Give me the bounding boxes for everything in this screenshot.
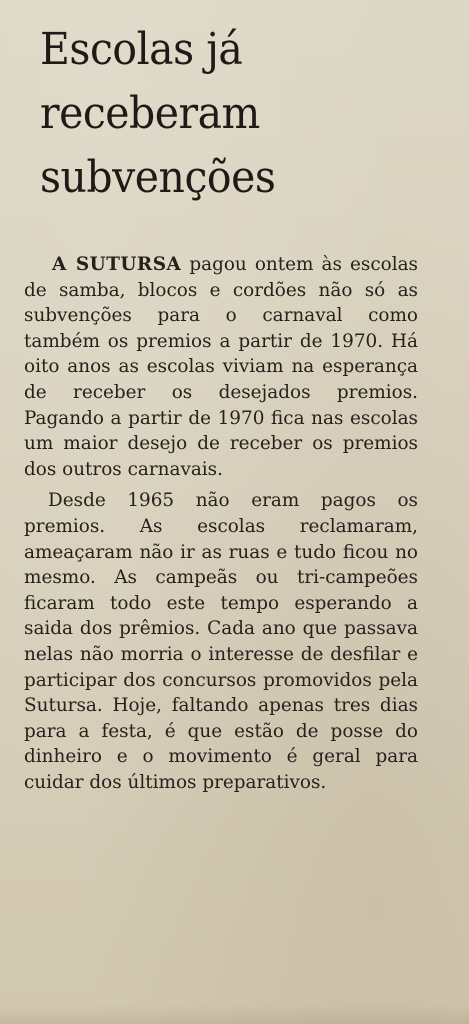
article-paragraph-2: Desde 1965 não eram pagos os premios. As escolas reclamaram, ameaçaram não ir as ruas e tudo ficou no mesmo. As campeãs ou tri-campeões ficaram todo este tempo esperando a saida dos prêmios. Cada ano que passava nelas não morria o interesse de desfilar e participar dos concursos promovidos pela Sutursa. Hoje, faltando apenas tres dias para a festa, é que estão de posse do dinheiro e o movimento é geral para cuidar dos últimos preparativos. <box>24 490 418 793</box>
article-lead-word: A SUTURSA <box>52 254 182 275</box>
article-paragraph-1-text: pagou ontem às escolas de samba, blocos e cordões não só as subvenções para o carnaval como também os premios a partir de 1970. Há oito anos as escolas viviam na esperança de receber os desejados premios. Pagando a partir de 1970 fica nas escolas um maior desejo de receber os premios dos outros carnavais. <box>24 254 418 480</box>
article-body <box>24 252 418 795</box>
article-paragraph-1 <box>24 252 418 482</box>
paper-edge-shadow <box>0 1004 469 1024</box>
article-headline: Escolas já receberam subvenções <box>40 24 276 203</box>
